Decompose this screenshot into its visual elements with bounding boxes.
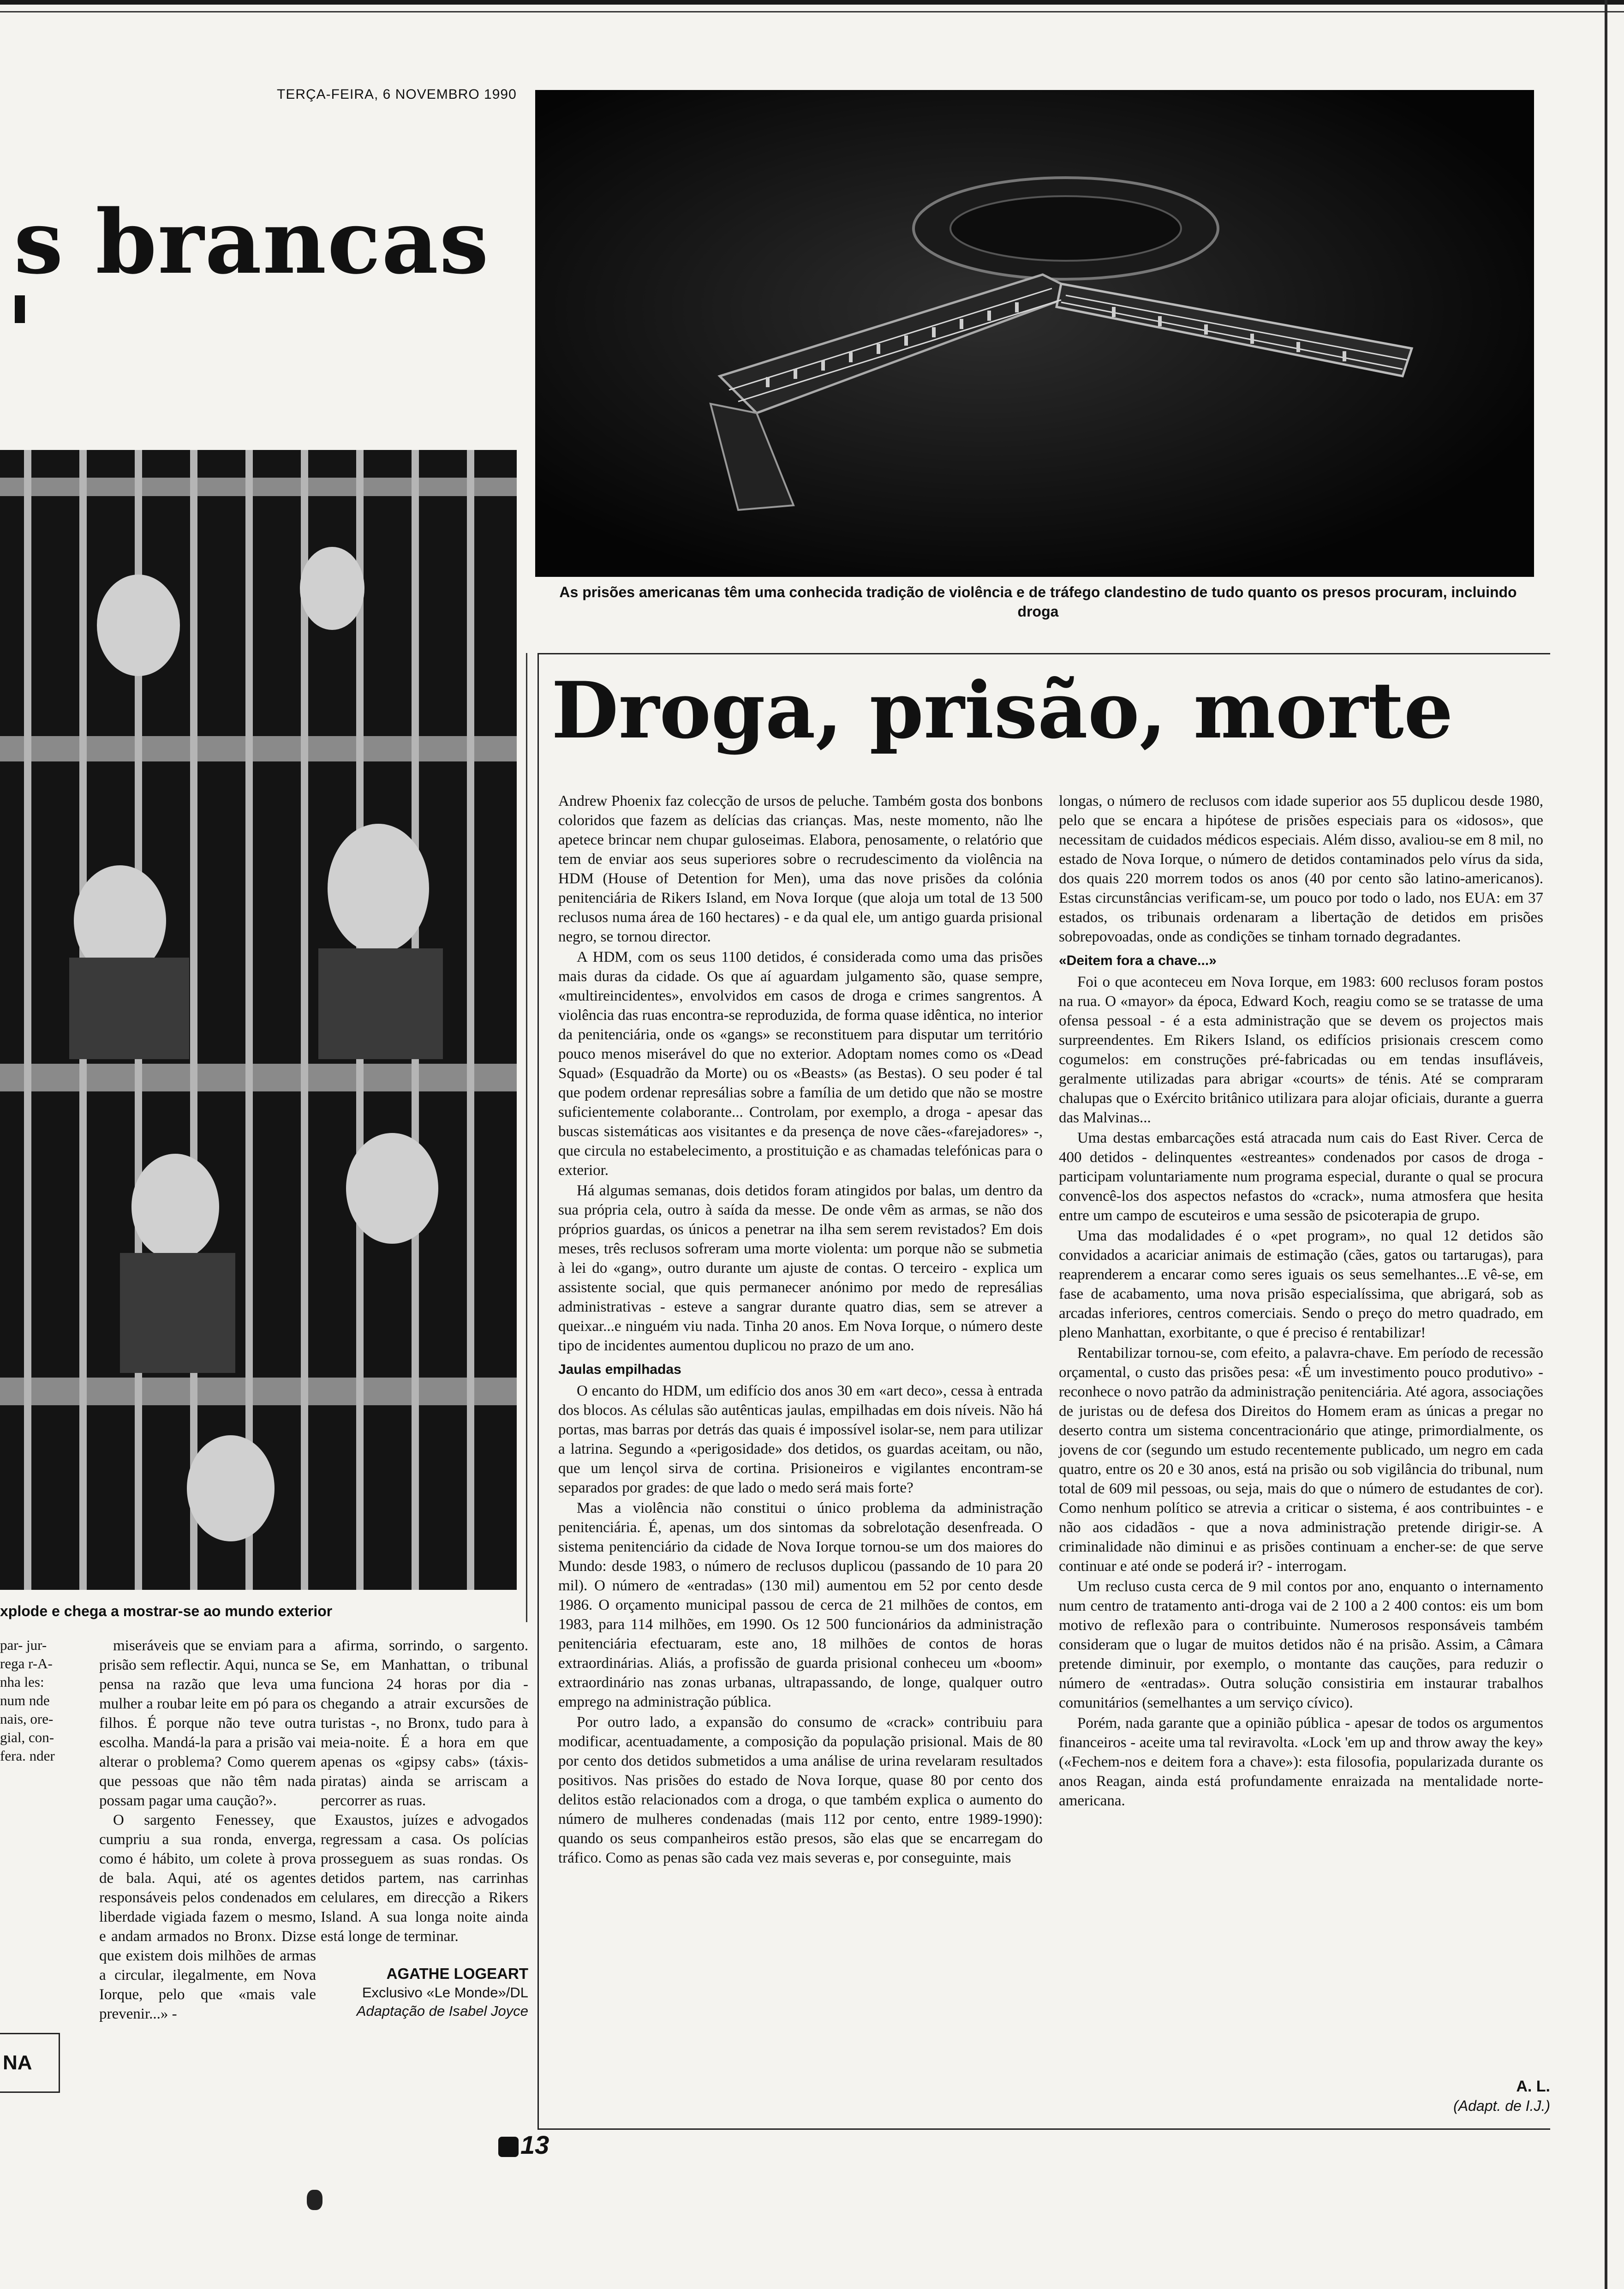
paragraph: A HDM, com os seus 1100 detidos, é considerada como uma das prisões mais duras da cidade. Os que aí aguardam julgamento são, quase sempre, «multireincidentes», envolvidos em casos de droga e crimes sangrentos. A violência das ruas encontra-se reproduzida, de forma quase idêntica, no interior da penitenciária, onde os «gangs» se reconstituem para disputar um território pouco menos miserável do que no exterior. Adoptam nomes como os «Dead Squad» (Esquadrão da Morte) ou os «Beasts» (as Bestas). O seu poder é tal que podem ordenar represálias sobre a família de um detido que não se mostre suficientemente colaborante... Controlam, por exemplo, a droga - apesar das buscas sistemáticas aos visitantes e da presença de nove cães-«farejadores» -, que circula no estabelecimento, a prostituição e as chamadas telefónicas para o exterior.	[558, 949, 1043, 1179]
paragraph: Uma destas embarcações está atracada num cais do East River. Cerca de 400 detidos - delinquentes «estreantes» condenados por casos de droga - participam voluntariamente num programa especial, durante o qual se procura convencê-los dos aspectos nefastos do «crack», numa atmosfera que hesita entre um campo de escuteiros e uma sessão de psicoterapia de grupo.	[1059, 1130, 1543, 1224]
paragraph: Rentabilizar tornou-se, com efeito, a palavra-chave. Em período de recessão orçamental, o custo das prisões pesa: «É um investimento pouco produtivo» - reconhece o novo patrão da administração penitenciária. Até agora, associações de juristas ou de defesa dos Direitos do Homem eram as únicas a pregar no deserto contra um sistema concentracionário que atinge, primordialmente, os jovens de cor (segundo um estudo recentemente publicado, um negro em cada quatro, entre os 20 e 30 anos, está na prisão ou sob vigilância do tribunal, num total de 609 mil pessoas, ou seja, mais do que o número de estudantes de cor). Como nenhum político se atrevia a criticar o sistema, é aos contribuintes - e não aos cidadãos - que a nova administração pretende dirigir-se. A criminalidade não diminui e as prisões continuam a encher-se: de que serve continuar e até onde se poderá ir? - interrogam.	[1059, 1345, 1543, 1575]
byline-source: Exclusivo «Le Monde»/DL	[362, 1984, 528, 2001]
paragraph: longas, o número de reclusos com idade superior aos 55 duplicou desde 1980, pelo que se encara a hipótese de prisões especiais para os «idosos», que necessitam de cuidados médicos especiais. Além disso, avaliou-se em 8 mil, no estado de Nova Iorque, o número de detidos contaminados pelo vírus da sida, dos quais 220 morrem todos os anos (40 por cento são latino-americanos). Estas circunstâncias verificam-se, um pouco por todo o lado, nos EUA: em 37 estados, os tribunais ordenaram a libertação de detidos em prisões sobrepovoadas, onde as condições se tinham tornado degradantes.	[1059, 793, 1543, 945]
top-rule	[0, 0, 1624, 5]
inmates-photo	[0, 450, 517, 1590]
left-photo-caption: xplode e chega a mostrar-se ao mundo exterior	[0, 1603, 333, 1619]
paragraph: Porém, nada garante que a opinião pública - apesar de todos os argumentos financeiros - aceite uma tal reviravolta. «Lock 'em up and throw away the key» («Fechem-nos e deitem fora a chave»): esta filosofia, popularizada durante os anos Reagan, ainda está profundamente enraizada na mentalidade norte-americana.	[1059, 1715, 1543, 1809]
dateline: TERÇA-FEIRA, 6 NOVEMBRO 1990	[277, 87, 517, 102]
prison-aerial-photo	[535, 90, 1534, 577]
page-number	[498, 2130, 549, 2160]
paragraph: Um recluso custa cerca de 9 mil contos por ano, enquanto o internamento num centro de tratamento anti-droga vai de 2 100 a 2 400 contos: eis um bom motivo de reflexão para o contribuinte. Numerosos responsáveis também consideram que o lugar de muitos detidos não é na prisão. Assim, a Câmara pretende diminuir, por exemplo, o montante das cauções, para reduzir o número de «entradas». Outra solução consistiria em instaurar trabalhos comunitários (semelhantes a um serviço cívico).	[1059, 1578, 1543, 1711]
paragraph: Há algumas semanas, dois detidos foram atingidos por balas, um dentro da sua própria cela, outro à saída da messe. De onde vêm as armas, se não dos próprios guardas, os únicos a penetrar na ilha sem serem revistados? Em dois meses, três reclusos sofreram uma morte violenta: um porque não se submetia à lei do «gang», outro durante um ajuste de contas. O terceiro - explica um assistente social, que quis permanecer anónimo por medo de represálias administrativas - esteve a sangrar durante quatro dias, sem se atrever a queixar...e ninguém viu nada. Tinha 20 anos. Em Nova Iorque, o número deste tipo de incidentes aumentou duplicou no prazo de um ano.	[558, 1182, 1043, 1354]
paragraph: Por outro lado, a expansão do consumo de «crack» contribuiu para modificar, acentuadamente, a composição da população prisional. Mais de 80 por cento dos detidos submetidos a uma análise de urina revelaram resultados positivos. Nas prisões do estado de Nova Iorque, quase 80 por cento dos delitos estão relacionados com a droga, o que também explica o aumento do número de mulheres condenadas (mais 112 por cento, entre 1989-1990): quando os seus companheiros estão presos, são elas que se encarregam do tráfico. Como as penas são cada vez mais severas e, por conseguinte, mais	[558, 1714, 1043, 1866]
left-article-column-3	[321, 1636, 528, 2020]
byline-author: AGATHE LOGEART	[386, 1965, 528, 1982]
subheading: Jaulas empilhadas	[558, 1362, 681, 1377]
signoff-initials: A. L.	[1516, 2078, 1550, 2095]
article-signoff	[1430, 2077, 1550, 2115]
article-title: Droga, prisão, morte	[551, 665, 1453, 756]
paragraph: Uma das modalidades é o «pet program», no qual 12 detidos são convidados a acariciar animais de estimação (cães, gatos ou tartarugas), para reaprenderem a encarar como seres iguais os seus semelhantes...E vê-se, em fase de acabamento, uma nova prisão especialíssima, que abrigará, sob as arcadas inferiores, centros comerciais. Sendo o preço do metro quadrado, em pleno Manhattan, exorbitante, o que é preciso é rentabilizar!	[1059, 1228, 1543, 1341]
left-article-headline: s brancas	[14, 191, 490, 294]
article-column-2	[1059, 791, 1543, 1811]
publication-logo-icon	[498, 2137, 519, 2157]
paragraph: Exaustos, juízes e advogados regressam a casa. Os polícias prosseguem as suas rondas. Os detidos partem, nas carrinhas celulares, em direcção a Rikers Island. A sua longa noite ainda está longe de terminar.	[321, 1812, 528, 1945]
byline-adaptation: Adaptação de Isabel Joyce	[356, 2003, 528, 2019]
paragraph: afirma, sorrindo, o sargento. Se, em Manhattan, o tribunal funciona 24 horas por dia - chegando a atrair excursões de turistas -, no Bronx, tudo para à meia-noite. É a hora em que apenas os «gipsy cabs» (táxis-piratas) ainda se arriscam a percorrer as ruas.	[321, 1637, 528, 1809]
top-rule-thin	[0, 11, 1624, 12]
headline-fragment	[15, 295, 25, 323]
paragraph: Andrew Phoenix faz colecção de ursos de peluche. Também gosta dos bonbons coloridos que fazem as delícias das crianças. Mas, neste momento, não lhe apetece brincar nem chupar guloseimas. Elabora, penosamente, o relatório que tem de enviar aos seus superiores sobre o recrudescimento da violência na HDM (House of Detention for Men), uma das nove prisões da colónia penitenciária de Rikers Island, em Nova Iorque (que aloja um total de 13 500 reclusos numa área de 160 hectares) - e da qual ele, um antigo guarda prisional negro, se tornou director.	[558, 793, 1043, 945]
ink-smudge	[307, 2190, 322, 2210]
left-column-fragments: par- jur- rega r-A- nha les: num nde nais, ore- gial, con- fera. nder	[0, 1637, 55, 1764]
article-column-1	[558, 791, 1043, 1869]
inmates-image	[0, 450, 517, 1590]
subheading: «Deitem fora a chave...»	[1059, 953, 1217, 968]
byline	[321, 1965, 528, 2020]
column-rule	[526, 653, 527, 1622]
left-article-column-2	[99, 1636, 316, 2024]
paragraph: miseráveis que se enviam para a prisão sem reflectir. Aqui, nunca se pensa na razão que leva uma mulher a roubar leite em pó para os filhos. É porque não teve outra escolha. Mandá-la para a prisão vai alterar o problema? Como querem que pessoas que não têm nada possam pagar uma caução?».	[99, 1637, 316, 1809]
paragraph: Foi o que aconteceu em Nova Iorque, em 1983: 600 reclusos foram postos na rua. O «mayor» da época, Edward Koch, reagiu como se se tratasse de uma ofensa pessoal - é a esta administração que se devem os projectos mais surpreendentes. Em Rikers Island, os edifícios prisionais crescem como cogumelos: em construções pré-fabricadas ou em tendas insufláveis, geralmente utilizadas para abrigar «courts» de ténis. Até se compraram chalupas que o Exército britânico utilizara para alojar oficiais, durante a guerra das Malvinas...	[1059, 974, 1543, 1126]
prison-aerial-image	[535, 90, 1534, 577]
signoff-adaptation: (Adapt. de I.J.)	[1453, 2097, 1550, 2114]
paragraph: O encanto do HDM, um edifício dos anos 30 em «art deco», cessa à entrada dos blocos. As células são autênticas jaulas, empilhadas em dois níveis. Não há portas, mas barras por detrás das quais é impossível isolar-se, nem para utilizar a latrina. Segundo a «perigosidade» dos detidos, os guardas aceitam, ou não, que um lençol sirva de cortina. Prisioneiros e vigilantes encontram-se separados por grades: de que lado o medo será mais forte?	[558, 1383, 1043, 1496]
paragraph: Mas a violência não constitui o único problema da administração penitenciária. É, apenas, um dos sintomas da sobrelotação desenfreada. O sistema penitenciário da cidade de Nova Iorque tornou-se um dos maiores do Mundo: desde 1983, o número de reclusos duplicou (passando de 10 para 20 mil). O número de «entradas» (130 mil) aumentou em 52 por cento desde 1986. O orçamento municipal passou de cerca de 21 milhões de contos, em 1983, para 114 milhões, em 1990. Os 12 500 funcionários da administração penitenciária efectuaram, este ano, 18 milhões de contos de horas extraordinárias. Aliás, a profissão de guarda prisional conheceu um «boom» extraordinário nas zonas urbanas, ultrapassando, de longe, qualquer outro emprego na administração pública.	[558, 1500, 1043, 1710]
page-edge	[1605, 0, 1607, 2289]
sidebar-box-label: NA	[0, 2033, 60, 2093]
page-number-text: 13	[520, 2130, 549, 2159]
top-photo-caption: As prisões americanas têm uma conhecida tradição de violência e de tráfego clandestino de tudo quanto os presos procuram, incluindo droga	[559, 584, 1517, 620]
paragraph: O sargento Fenessey, que cumpriu a sua ronda, enverga, como é hábito, um colete à prova de bala. Aqui, até os agentes responsáveis pelos condenados em liberdade vigiada fazem o mesmo, e andam armados no Bronx. Dizse que existem dois milhões de armas a circular, ilegalmente, em Nova Iorque, pelo que «mais vale prevenir...» -	[99, 1812, 316, 2022]
